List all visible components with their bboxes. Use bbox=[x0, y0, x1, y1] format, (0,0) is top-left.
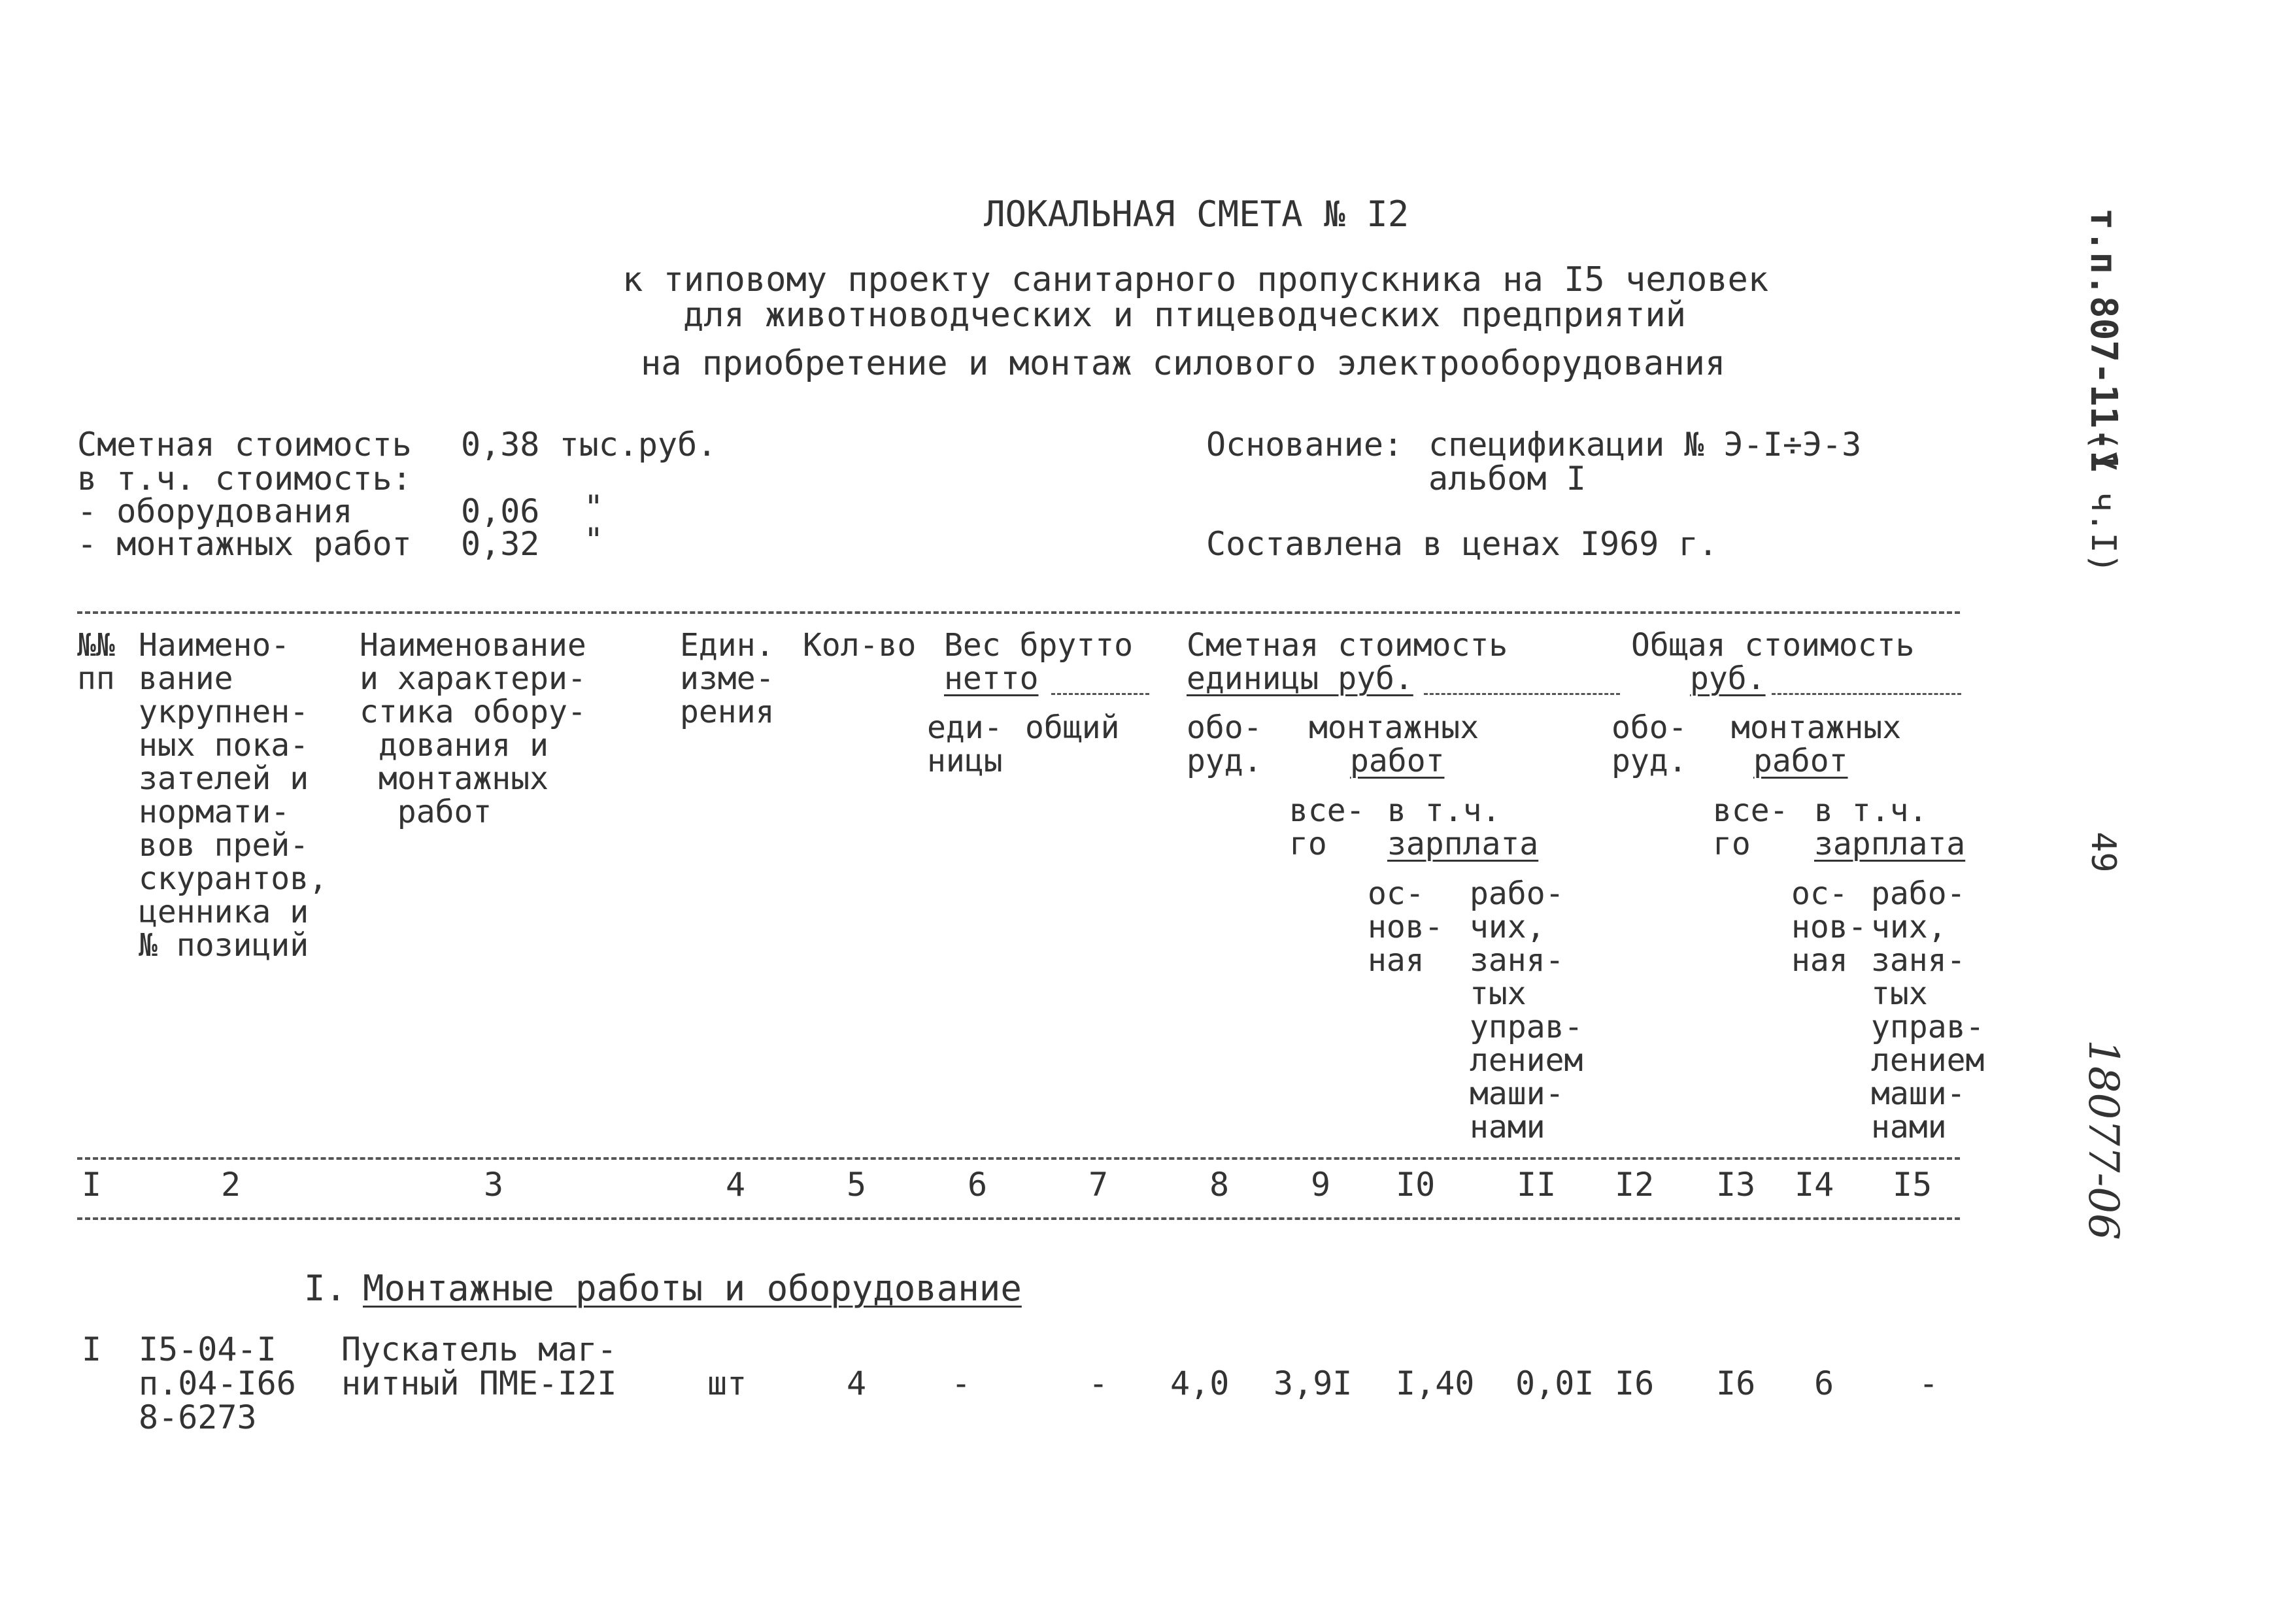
row-col-15: - bbox=[1919, 1364, 1939, 1402]
col-number: 5 bbox=[847, 1166, 867, 1204]
header-total-cost-rub: руб. bbox=[1690, 660, 1766, 697]
row-weight-total: - bbox=[1088, 1364, 1109, 1402]
row-name: Пускатель маг- нитный ПМЕ-I2I bbox=[341, 1330, 617, 1402]
row-weight-unit: - bbox=[951, 1364, 971, 1402]
subtitle-line-2: для животноводческих и птицеводческих предприятий bbox=[683, 296, 1687, 335]
header-col-13: все- го bbox=[1713, 792, 1789, 862]
col-number: I4 bbox=[1795, 1166, 1834, 1204]
cost-equipment-ditto: " bbox=[584, 488, 604, 526]
row-unit: шт bbox=[707, 1364, 747, 1402]
col-number: II bbox=[1517, 1166, 1557, 1204]
header-col-4: Един. изме- рения bbox=[680, 627, 775, 730]
header-total-zarplata: зарплата bbox=[1814, 826, 1966, 862]
subtitle-line-3: на приобретение и монтаж силового электрооборудования bbox=[641, 344, 1726, 383]
header-col-6: еди- ницы bbox=[927, 709, 1003, 779]
row-col-10: I,40 bbox=[1396, 1364, 1475, 1402]
header-unit-rabot: работ bbox=[1350, 743, 1445, 779]
header-bottom-border bbox=[77, 1157, 1960, 1160]
col-number: I bbox=[82, 1166, 102, 1204]
header-unit-mont: монтажных bbox=[1309, 709, 1479, 746]
margin-project-code: т.п.807-11-1 bbox=[2082, 208, 2125, 473]
cost-total-value: 0,38 тыс.руб. bbox=[461, 426, 717, 464]
col-number: 8 bbox=[1209, 1166, 1230, 1204]
col-number: I2 bbox=[1615, 1166, 1655, 1204]
cost-incl-label: в т.ч. стоимость: bbox=[77, 460, 412, 498]
row-col-11: 0,0I bbox=[1515, 1364, 1594, 1402]
basis-spec: спецификации № Э-I÷Э-3 bbox=[1428, 426, 1862, 464]
col-number: 6 bbox=[968, 1166, 988, 1204]
basis-album: альбом I bbox=[1428, 460, 1586, 498]
col-number: 2 bbox=[221, 1166, 241, 1204]
row-code: I5-04-I п.04-I66 8-6273 bbox=[139, 1330, 296, 1436]
header-total-vtch: в т.ч. bbox=[1814, 792, 1928, 829]
header-weight-netto: нетто bbox=[944, 660, 1039, 697]
basis-prices: Составлена в ценах I969 г. bbox=[1206, 525, 1718, 563]
header-total-cost: Общая стоимость bbox=[1631, 627, 1915, 664]
header-unit-cost-rule bbox=[1424, 693, 1620, 695]
cost-installation-ditto: " bbox=[584, 521, 604, 559]
row-number: I bbox=[82, 1330, 102, 1368]
header-col-11: рабо- чих, заня- тых управ- лением маши- нами bbox=[1470, 875, 1583, 1145]
header-col-15: рабо- чих, заня- тых управ- лением маши- нами bbox=[1871, 875, 1985, 1145]
col-number: 7 bbox=[1088, 1166, 1109, 1204]
section-title: Монтажные работы и оборудование bbox=[363, 1268, 1022, 1309]
row-col-8: 4,0 bbox=[1170, 1364, 1230, 1402]
row-col-9: 3,9I bbox=[1274, 1364, 1353, 1402]
cost-installation-label: - монтажных работ bbox=[77, 525, 412, 563]
header-unit-cost-rub: единицы руб. bbox=[1187, 660, 1413, 697]
header-col-7: общий bbox=[1025, 709, 1120, 746]
column-numbers-bottom-border bbox=[77, 1217, 1960, 1220]
header-total-mont: монтажных bbox=[1731, 709, 1902, 746]
col-number: I0 bbox=[1396, 1166, 1436, 1204]
row-qty: 4 bbox=[847, 1364, 867, 1402]
section-number: I. bbox=[304, 1268, 347, 1309]
header-weight-rule bbox=[1051, 693, 1149, 695]
col-number: I5 bbox=[1893, 1166, 1932, 1204]
header-unit-vtch: в т.ч. bbox=[1387, 792, 1501, 829]
row-col-13: I6 bbox=[1716, 1364, 1756, 1402]
header-weight-brutto: Вес брутто bbox=[944, 627, 1133, 664]
document-title: ЛОКАЛЬНАЯ СМЕТА № I2 bbox=[984, 194, 1409, 235]
header-col-10: ос- нов- ная bbox=[1368, 875, 1443, 979]
header-col-2: Наимено- вание укрупнен- ных пока- зателей и нормати- вов прей- скурантов, ценника и № позиций bbox=[139, 627, 328, 964]
margin-volume: (У ч.I) bbox=[2083, 430, 2123, 574]
header-col-14: ос- нов- ная bbox=[1791, 875, 1867, 979]
header-col-5: Кол-во bbox=[803, 627, 917, 664]
margin-page-number: 49 bbox=[2083, 832, 2123, 873]
table-top-border bbox=[77, 611, 1960, 614]
cost-total-label: Сметная стоимость bbox=[77, 426, 412, 464]
basis-label: Основание: bbox=[1206, 426, 1404, 464]
header-unit-zarplata: зарплата bbox=[1387, 826, 1539, 862]
col-number: 3 bbox=[484, 1166, 504, 1204]
header-total-cost-rule bbox=[1772, 693, 1961, 695]
cost-installation-value: 0,32 bbox=[461, 525, 540, 563]
subtitle-line-1: к типовому проекту санитарного пропускника на I5 человек bbox=[622, 260, 1769, 299]
col-number: I3 bbox=[1716, 1166, 1756, 1204]
header-total-rabot: работ bbox=[1753, 743, 1848, 779]
header-col-12: обо- руд. bbox=[1611, 709, 1687, 779]
header-col-1: №№ пп bbox=[77, 627, 115, 697]
row-col-12: I6 bbox=[1615, 1364, 1655, 1402]
col-number: 9 bbox=[1311, 1166, 1331, 1204]
cost-equipment-value: 0,06 bbox=[461, 492, 540, 530]
margin-inventory-number: 18077-06 bbox=[2079, 1040, 2127, 1240]
col-number: 4 bbox=[726, 1166, 746, 1204]
row-col-14: 6 bbox=[1814, 1364, 1834, 1402]
header-col-9: все- го bbox=[1289, 792, 1365, 862]
header-col-8: обо- руд. bbox=[1187, 709, 1262, 779]
header-col-3: Наименование и характери- стика обору- дования и монтажных работ bbox=[360, 627, 586, 830]
header-unit-cost: Сметная стоимость bbox=[1187, 627, 1508, 664]
cost-equipment-label: - оборудования bbox=[77, 492, 353, 530]
